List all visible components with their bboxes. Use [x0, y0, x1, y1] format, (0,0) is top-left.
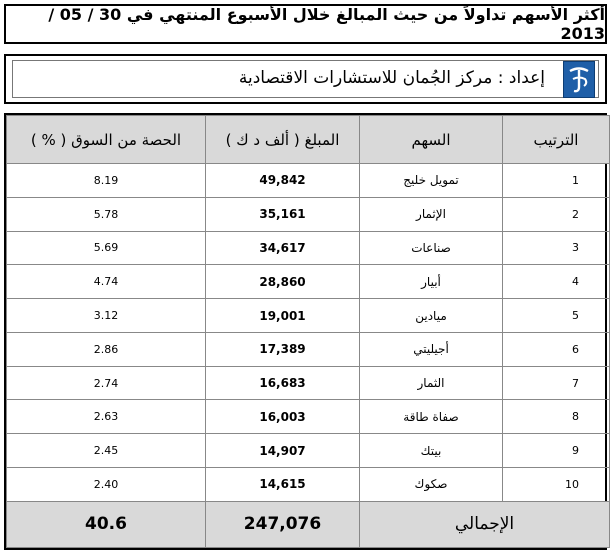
- share-cell: 5.69: [7, 231, 206, 265]
- table-row: [7, 299, 610, 333]
- report-title-text: أكثر الأسهم تداولاً من حيث المبالغ خلال الأسبوع المنتهي في 30 / 05 / 2013: [48, 5, 605, 43]
- stock-cell: صفاة طاقة: [360, 400, 503, 434]
- total-amount: 247,076: [206, 501, 360, 547]
- stock-cell: صكوك: [360, 468, 503, 502]
- rank-cell: 8: [503, 400, 610, 434]
- stock-cell: الإثمار: [360, 197, 503, 231]
- aljuman-logo-icon: [563, 61, 595, 98]
- header-stock: السهم: [360, 116, 503, 164]
- amount-cell: 19,001: [206, 299, 360, 333]
- share-cell: 8.19: [7, 164, 206, 198]
- amount-cell: 16,683: [206, 366, 360, 400]
- stock-cell: ميادين: [360, 299, 503, 333]
- amount-cell: 49,842: [206, 164, 360, 198]
- table-row: [7, 400, 610, 434]
- stock-cell: بيتك: [360, 434, 503, 468]
- share-cell: 2.63: [7, 400, 206, 434]
- rank-cell: 9: [503, 434, 610, 468]
- top-stocks-table: [6, 115, 610, 548]
- header-rank: الترتيب: [503, 116, 610, 164]
- rank-cell: 2: [503, 197, 610, 231]
- amount-cell: 35,161: [206, 197, 360, 231]
- share-cell: 3.12: [7, 299, 206, 333]
- rank-cell: 5: [503, 299, 610, 333]
- total-share: 40.6: [7, 501, 206, 547]
- rank-cell: 7: [503, 366, 610, 400]
- table-row: [7, 265, 610, 299]
- share-cell: 2.74: [7, 366, 206, 400]
- rank-cell: 3: [503, 231, 610, 265]
- amount-cell: 14,907: [206, 434, 360, 468]
- rank-cell: 10: [503, 468, 610, 502]
- table-row: [7, 231, 610, 265]
- share-cell: 5.78: [7, 197, 206, 231]
- header-amount: المبلغ ( ألف د ك ): [206, 116, 360, 164]
- prepared-by-text: إعداد : مركز الجُمان للاستشارات الاقتصادية: [238, 68, 545, 88]
- rank-cell: 6: [503, 332, 610, 366]
- total-row: [7, 501, 610, 547]
- table-row: [7, 197, 610, 231]
- top-stocks-table-container: [4, 113, 607, 550]
- rank-cell: 1: [503, 164, 610, 198]
- share-cell: 2.40: [7, 468, 206, 502]
- amount-cell: 34,617: [206, 231, 360, 265]
- amount-cell: 28,860: [206, 265, 360, 299]
- stock-cell: الثمار: [360, 366, 503, 400]
- logo-glyph-icon: [566, 65, 592, 95]
- report-title: [4, 4, 607, 44]
- table-row: [7, 434, 610, 468]
- table-row: [7, 332, 610, 366]
- total-label: الإجمالي: [360, 501, 610, 547]
- rank-cell: 4: [503, 265, 610, 299]
- table-row: [7, 164, 610, 198]
- stock-cell: صناعات: [360, 231, 503, 265]
- table-row: [7, 468, 610, 502]
- prepared-by-banner: [4, 54, 607, 104]
- stock-cell: أبيار: [360, 265, 503, 299]
- table-row: [7, 366, 610, 400]
- header-share: الحصة من السوق ( % ): [7, 116, 206, 164]
- amount-cell: 17,389: [206, 332, 360, 366]
- share-cell: 2.45: [7, 434, 206, 468]
- share-cell: 4.74: [7, 265, 206, 299]
- stock-cell: أجيليتي: [360, 332, 503, 366]
- amount-cell: 16,003: [206, 400, 360, 434]
- stock-cell: تمويل خليج: [360, 164, 503, 198]
- table-header-row: [7, 116, 610, 164]
- amount-cell: 14,615: [206, 468, 360, 502]
- share-cell: 2.86: [7, 332, 206, 366]
